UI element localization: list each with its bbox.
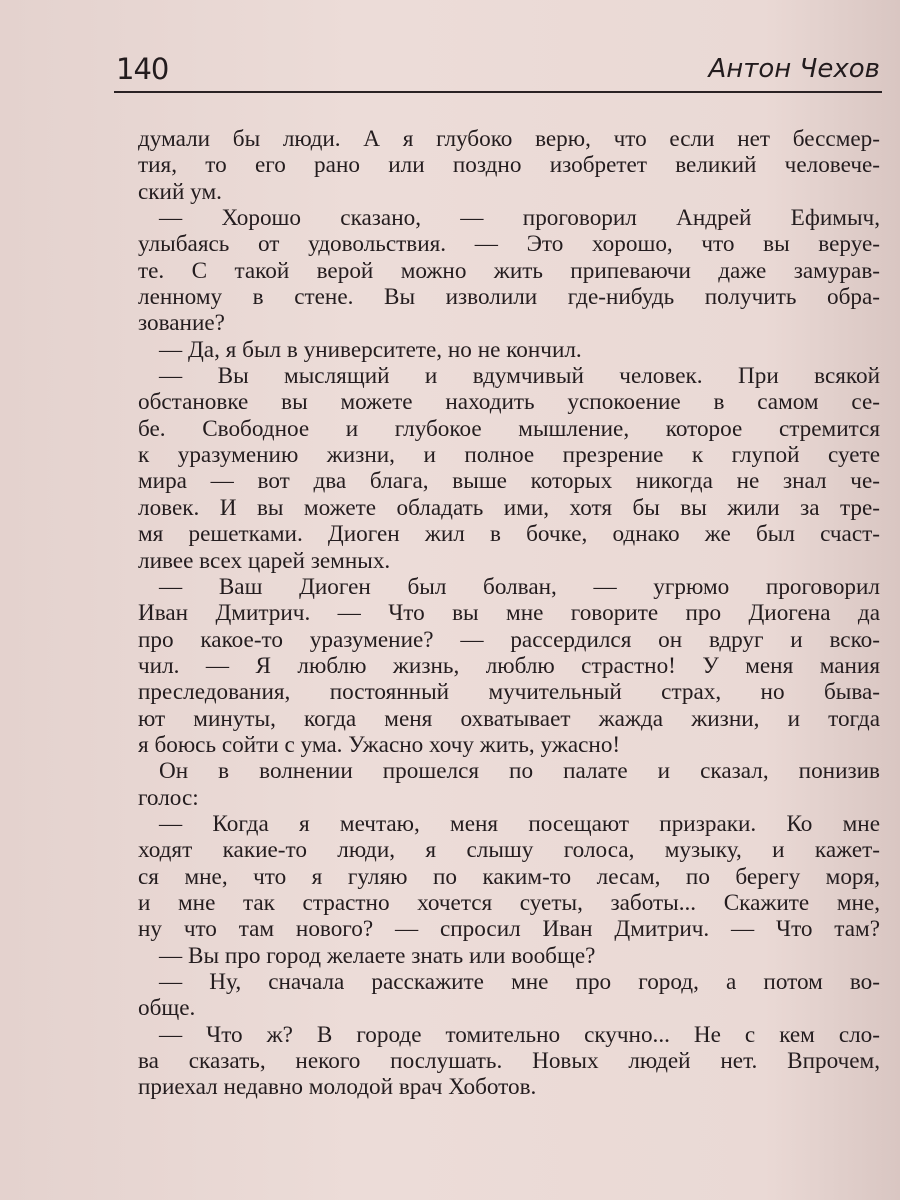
text-line: ют минуты, когда меня охватывает жажда жизни, и тогда [138, 705, 880, 732]
text-line: ловек. И вы можете обладать ими, хотя бы вы жили за тре- [138, 494, 880, 521]
text-line: ва сказать, некого послушать. Новых людей нет. Впрочем, [138, 1048, 880, 1075]
text-line: думали бы люди. А я глубоко верю, что если нет бессмер- [138, 126, 880, 152]
text-line: бе. Свободное и глубокое мышление, которое стремится [138, 415, 880, 442]
text-line: ливее всех царей земных. [138, 547, 391, 574]
text-line: — Ну, сначала расскажите мне про город, а потом во- [159, 969, 880, 995]
text-line: — Да, я был в университете, но не кончил. [159, 336, 582, 363]
running-header-author: Антон Чехов [708, 54, 880, 84]
text-line: — Ваш Диоген был болван, — угрюмо проговорил [159, 573, 880, 600]
text-line: обще. [138, 995, 196, 1022]
text-line: чил. — Я люблю жизнь, люблю страстно! У меня мания [138, 652, 880, 679]
text-line: мира — вот два блага, выше которых никогда не знал че- [138, 468, 880, 495]
header-rule [114, 91, 882, 93]
text-line: ся мне, что я гуляю по каким-то лесам, по берегу моря, [138, 863, 880, 890]
page-number: 140 [116, 52, 169, 86]
text-line: обстановке вы можете находить успокоение в самом се- [138, 389, 880, 416]
text-line: к уразумению жизни, и полное презрение к глупой суете [138, 442, 880, 469]
text-line: и мне так страстно хочется суеты, заботы... Скажите мне, [138, 889, 880, 916]
text-line: ходят какие-то люди, я слышу голоса, музыку, и кажет- [138, 837, 880, 864]
text-line: приехал недавно молодой врач Хоботов. [138, 1074, 537, 1101]
body-text [138, 126, 880, 1101]
text-line: Он в волнении прошелся по палате и сказал, понизив [159, 758, 880, 785]
text-line: — Что ж? В городе томительно скучно... Не с кем сло- [159, 1021, 880, 1048]
text-line: я боюсь сойти с ума. Ужасно хочу жить, ужасно! [138, 731, 621, 758]
text-line: — Хорошо сказано, — проговорил Андрей Ефимыч, [159, 205, 880, 232]
text-line: тия, то его рано или поздно изобретет великий человече- [138, 152, 880, 179]
text-line: преследования, постоянный мучительный страх, но быва- [138, 679, 880, 706]
text-line: голос: [138, 784, 199, 811]
text-line: зование? [138, 310, 225, 337]
text-line: — Вы мыслящий и вдумчивый человек. При всякой [159, 363, 880, 390]
text-line: улыбаясь от удовольствия. — Это хорошо, что вы веруе- [138, 231, 880, 258]
text-line: мя решетками. Диоген жил в бочке, однако же был счаст- [138, 521, 880, 548]
text-line: — Вы про город желаете знать или вообще? [159, 942, 596, 969]
text-line: ленному в стене. Вы изволили где-нибудь получить обра- [138, 284, 880, 311]
text-line: Иван Дмитрич. — Что вы мне говорите про Диогена да [138, 600, 880, 627]
text-line: ну что там нового? — спросил Иван Дмитрич. — Что там? [138, 916, 880, 943]
text-line: те. С такой верой можно жить припеваючи даже замурав- [138, 257, 880, 284]
text-line: — Когда я мечтаю, меня посещают призраки. Ко мне [159, 810, 880, 837]
text-line: ский ум. [138, 178, 222, 205]
text-line: про какое-то уразумение? — рассердился он вдруг и вско- [138, 626, 880, 653]
